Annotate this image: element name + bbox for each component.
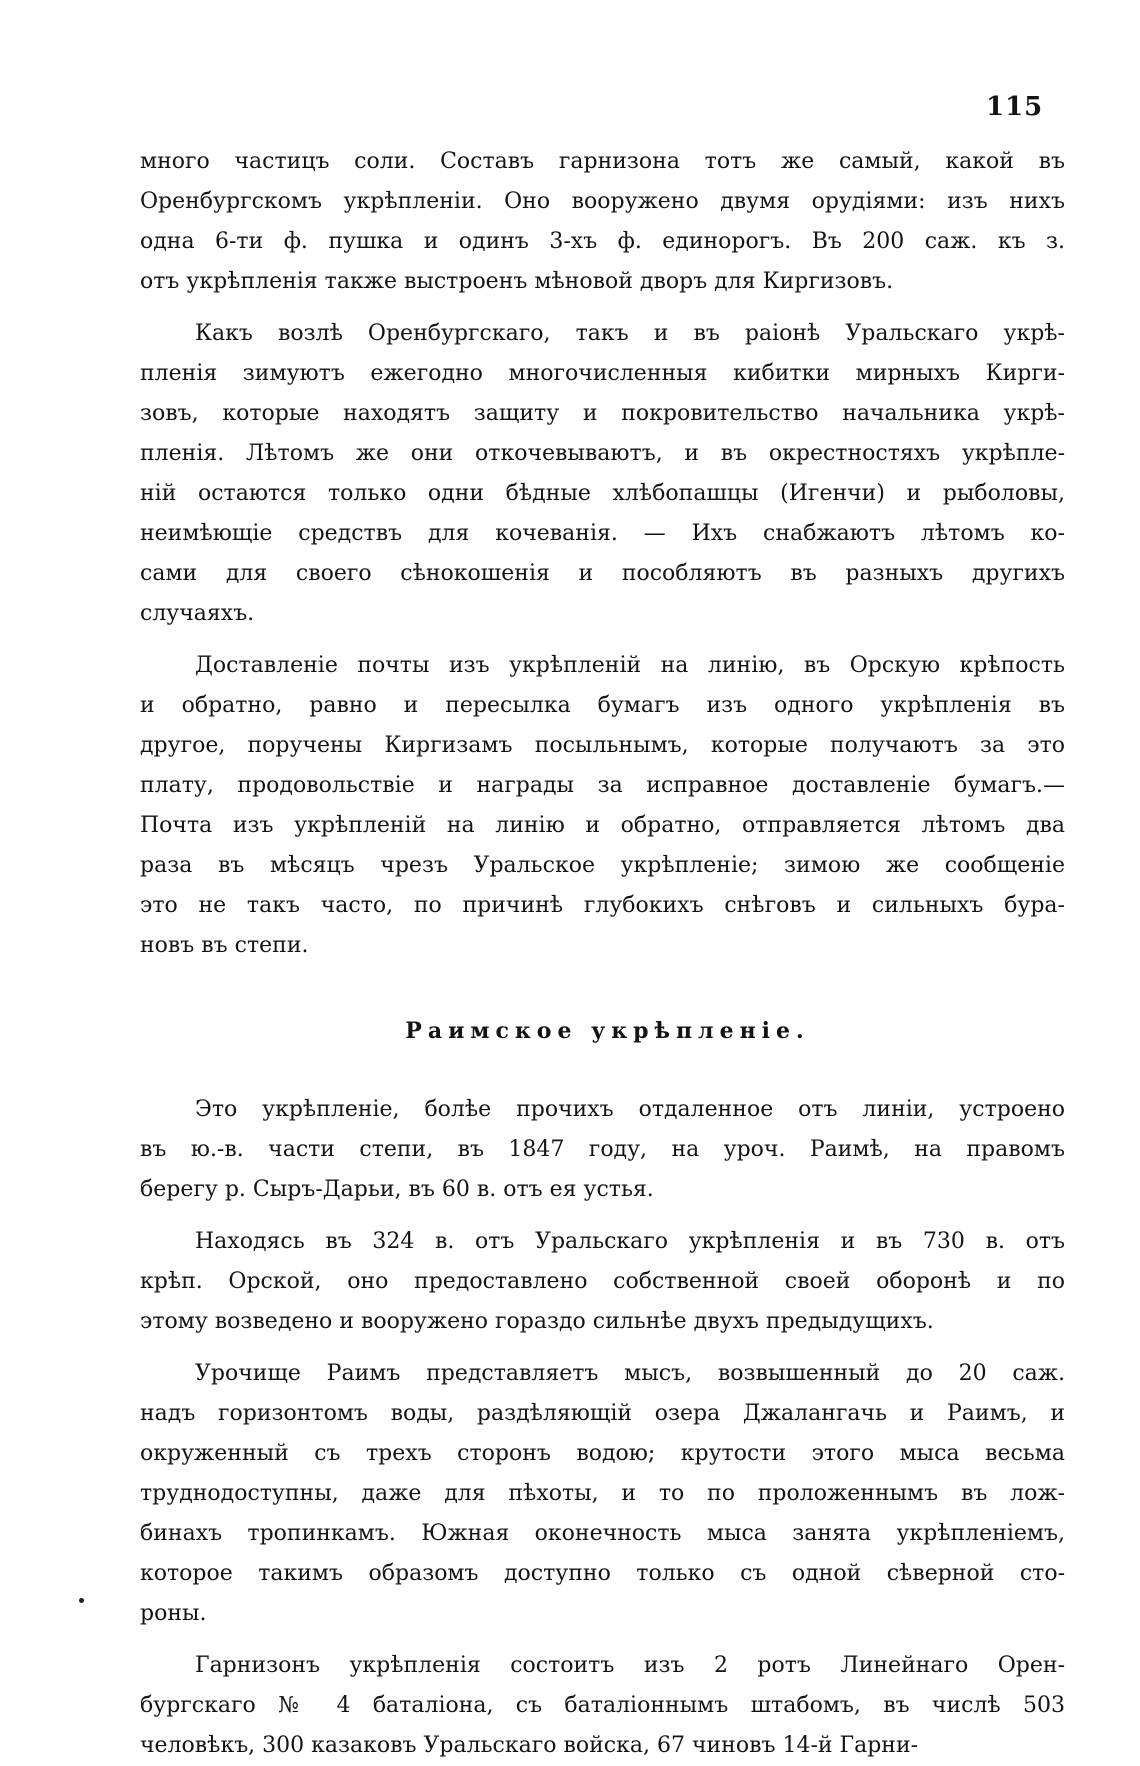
- paragraph: [140, 142, 1065, 302]
- text-line: Какъ возлѣ Оренбургскаго, такъ и въ раіонѣ Уральскаго укрѣ-: [195, 321, 1065, 346]
- text-line: раза въ мѣсяцъ чрезъ Уральское укрѣпленіе; зимою же сообщеніе: [140, 853, 1065, 878]
- paragraph: [140, 1090, 1065, 1210]
- text-line: Гарнизонъ укрѣпленія состоитъ изъ 2 ротъ Линейнаго Орен-: [195, 1653, 1065, 1678]
- text-line: роны.: [140, 1601, 207, 1626]
- text-line: неимѣющіе средствъ для кочеванія. — Ихъ снабжаютъ лѣтомъ ко-: [140, 521, 1065, 546]
- text-line: зовъ, которые находятъ защиту и покровительство начальника укрѣ-: [140, 401, 1065, 426]
- text-line: въ ю.-в. части степи, въ 1847 году, на уроч. Раимѣ, на правомъ: [140, 1137, 1065, 1162]
- paragraph: [140, 1222, 1065, 1342]
- page-number: 115: [986, 92, 1044, 122]
- paragraph: [140, 646, 1065, 966]
- text-line: которое такимъ образомъ доступно только съ одной сѣверной сто-: [140, 1561, 1065, 1586]
- text-part-2: [140, 1090, 1065, 1766]
- text-line: Почта изъ укрѣпленій на линію и обратно, отправляется лѣтомъ два: [140, 813, 1065, 838]
- margin-mark: [79, 1598, 84, 1603]
- text-line: бинахъ тропинкамъ. Южная оконечность мыса занята укрѣпленіемъ,: [140, 1521, 1065, 1546]
- paragraph: [140, 314, 1065, 634]
- text-line: Оренбургскомъ укрѣпленіи. Оно вооружено двумя орудіями: изъ нихъ: [140, 189, 1065, 214]
- text-line: случаяхъ.: [140, 601, 255, 626]
- text-line: надъ горизонтомъ воды, раздѣляющій озера Джалангачь и Раимъ, и: [140, 1401, 1065, 1426]
- text-line: окруженный съ трехъ сторонъ водою; крутости этого мыса весьма: [140, 1441, 1065, 1466]
- text-line: плату, продовольствіе и награды за исправное доставленіе бумагъ.—: [140, 773, 1065, 798]
- paragraph: [140, 1354, 1065, 1634]
- text-line: новъ въ степи.: [140, 933, 309, 958]
- text-line: отъ укрѣпленія также выстроенъ мѣновой дворъ для Киргизовъ.: [140, 269, 894, 294]
- text-line: этому возведено и вооружено гораздо сильнѣе двухъ предыдущихъ.: [140, 1309, 934, 1334]
- text-line: труднодоступны, даже для пѣхоты, и то по проложеннымъ въ лож-: [140, 1481, 1065, 1506]
- text-line: Находясь въ 324 в. отъ Уральскаго укрѣпленія и въ 730 в. отъ: [195, 1229, 1065, 1254]
- text-line: Урочище Раимъ представляетъ мысъ, возвышенный до 20 саж.: [195, 1361, 1065, 1386]
- text-line: сами для своего сѣнокошенія и пособляютъ въ разныхъ другихъ: [140, 561, 1065, 586]
- text-line: это не такъ часто, по причинѣ глубокихъ снѣговъ и сильныхъ бура-: [140, 893, 1065, 918]
- section-heading: Раимское укрѣпленіе.: [405, 1018, 810, 1044]
- text-line: крѣп. Орской, оно предоставлено собственной своей оборонѣ и по: [140, 1269, 1065, 1294]
- page-body: [140, 142, 1065, 1766]
- text-line: одна 6-ти ф. пушка и одинъ 3-хъ ф. единорогъ. Въ 200 саж. къ з.: [140, 229, 1065, 254]
- text-line: другое, поручены Киргизамъ посыльнымъ, которые получаютъ за это: [140, 733, 1065, 758]
- paragraph: [140, 1646, 1065, 1766]
- text-line: много частицъ соли. Составъ гарнизона тотъ же самый, какой въ: [140, 149, 1065, 174]
- text-line: бургскаго № 4 баталіона, съ баталіоннымъ штабомъ, въ числѣ 503: [140, 1693, 1065, 1718]
- text-line: пленія зимуютъ ежегодно многочисленныя кибитки мирныхъ Кирги-: [140, 361, 1065, 386]
- text-line: пленія. Лѣтомъ же они откочевываютъ, и въ окрестностяхъ укрѣпле-: [140, 441, 1065, 466]
- text-line: Это укрѣпленіе, болѣе прочихъ отдаленное отъ линіи, устроено: [195, 1097, 1065, 1122]
- text-line: ній остаются только одни бѣдные хлѣбопашцы (Игенчи) и рыболовы,: [140, 481, 1065, 506]
- text-line: берегу р. Сыръ-Дарьи, въ 60 в. отъ ея устья.: [140, 1177, 654, 1202]
- text-part-1: [140, 142, 1065, 966]
- text-line: человѣкъ, 300 казаковъ Уральскаго войска, 67 чиновъ 14-й Гарни-: [140, 1733, 919, 1758]
- text-line: и обратно, равно и пересылка бумагъ изъ одного укрѣпленія въ: [140, 693, 1065, 718]
- text-line: Доставленіе почты изъ укрѣпленій на линію, въ Орскую крѣпость: [195, 653, 1065, 678]
